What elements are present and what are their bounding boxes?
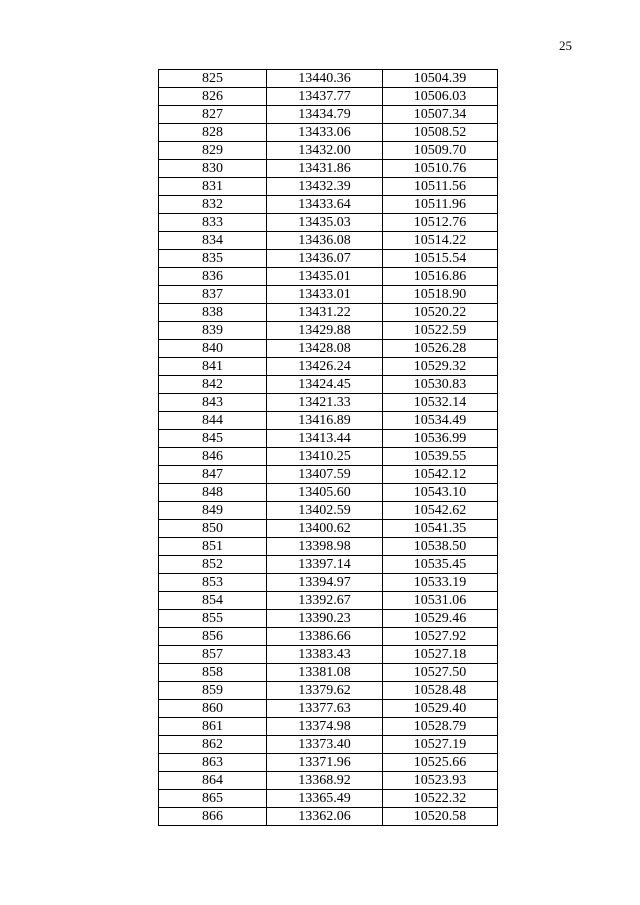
point-number-cell: 852 xyxy=(159,556,267,574)
y-coordinate-cell: 10533.19 xyxy=(383,574,498,592)
x-coordinate-cell: 13433.01 xyxy=(267,286,383,304)
x-coordinate-cell: 13392.67 xyxy=(267,592,383,610)
y-coordinate-cell: 10510.76 xyxy=(383,160,498,178)
y-coordinate-cell: 10527.50 xyxy=(383,664,498,682)
y-coordinate-cell: 10516.86 xyxy=(383,268,498,286)
table-row xyxy=(159,736,498,754)
x-coordinate-cell: 13407.59 xyxy=(267,466,383,484)
y-coordinate-cell: 10528.79 xyxy=(383,718,498,736)
x-coordinate-cell: 13428.08 xyxy=(267,340,383,358)
point-number-cell: 848 xyxy=(159,484,267,502)
table-row xyxy=(159,376,498,394)
table-row xyxy=(159,358,498,376)
table-row xyxy=(159,232,498,250)
y-coordinate-cell: 10529.40 xyxy=(383,700,498,718)
y-coordinate-cell: 10514.22 xyxy=(383,232,498,250)
y-coordinate-cell: 10523.93 xyxy=(383,772,498,790)
point-number-cell: 854 xyxy=(159,592,267,610)
x-coordinate-cell: 13394.97 xyxy=(267,574,383,592)
x-coordinate-cell: 13371.96 xyxy=(267,754,383,772)
x-coordinate-cell: 13433.06 xyxy=(267,124,383,142)
table-row xyxy=(159,214,498,232)
x-coordinate-cell: 13405.60 xyxy=(267,484,383,502)
y-coordinate-cell: 10542.12 xyxy=(383,466,498,484)
x-coordinate-cell: 13413.44 xyxy=(267,430,383,448)
y-coordinate-cell: 10535.45 xyxy=(383,556,498,574)
x-coordinate-cell: 13365.49 xyxy=(267,790,383,808)
y-coordinate-cell: 10509.70 xyxy=(383,142,498,160)
point-number-cell: 836 xyxy=(159,268,267,286)
table-row xyxy=(159,772,498,790)
x-coordinate-cell: 13432.39 xyxy=(267,178,383,196)
x-coordinate-cell: 13433.64 xyxy=(267,196,383,214)
table-row xyxy=(159,178,498,196)
y-coordinate-cell: 10531.06 xyxy=(383,592,498,610)
point-number-cell: 849 xyxy=(159,502,267,520)
table-row xyxy=(159,268,498,286)
point-number-cell: 850 xyxy=(159,520,267,538)
x-coordinate-cell: 13436.08 xyxy=(267,232,383,250)
x-coordinate-cell: 13362.06 xyxy=(267,808,383,826)
y-coordinate-cell: 10527.92 xyxy=(383,628,498,646)
y-coordinate-cell: 10520.22 xyxy=(383,304,498,322)
table-row xyxy=(159,88,498,106)
x-coordinate-cell: 13421.33 xyxy=(267,394,383,412)
y-coordinate-cell: 10526.28 xyxy=(383,340,498,358)
y-coordinate-cell: 10541.35 xyxy=(383,520,498,538)
y-coordinate-cell: 10542.62 xyxy=(383,502,498,520)
y-coordinate-cell: 10536.99 xyxy=(383,430,498,448)
table-row xyxy=(159,304,498,322)
y-coordinate-cell: 10534.49 xyxy=(383,412,498,430)
point-number-cell: 866 xyxy=(159,808,267,826)
y-coordinate-cell: 10527.19 xyxy=(383,736,498,754)
y-coordinate-cell: 10529.32 xyxy=(383,358,498,376)
x-coordinate-cell: 13410.25 xyxy=(267,448,383,466)
y-coordinate-cell: 10539.55 xyxy=(383,448,498,466)
point-number-cell: 832 xyxy=(159,196,267,214)
point-number-cell: 825 xyxy=(159,70,267,88)
y-coordinate-cell: 10538.50 xyxy=(383,538,498,556)
y-coordinate-cell: 10529.46 xyxy=(383,610,498,628)
x-coordinate-cell: 13431.86 xyxy=(267,160,383,178)
point-number-cell: 837 xyxy=(159,286,267,304)
table-row xyxy=(159,322,498,340)
point-number-cell: 863 xyxy=(159,754,267,772)
table-row xyxy=(159,196,498,214)
point-number-cell: 855 xyxy=(159,610,267,628)
table-row xyxy=(159,250,498,268)
point-number-cell: 842 xyxy=(159,376,267,394)
table-row xyxy=(159,646,498,664)
table-row xyxy=(159,574,498,592)
y-coordinate-cell: 10518.90 xyxy=(383,286,498,304)
table-row xyxy=(159,142,498,160)
table-row xyxy=(159,718,498,736)
x-coordinate-cell: 13416.89 xyxy=(267,412,383,430)
point-number-cell: 828 xyxy=(159,124,267,142)
y-coordinate-cell: 10512.76 xyxy=(383,214,498,232)
x-coordinate-cell: 13390.23 xyxy=(267,610,383,628)
table-row xyxy=(159,592,498,610)
point-number-cell: 857 xyxy=(159,646,267,664)
y-coordinate-cell: 10511.56 xyxy=(383,178,498,196)
point-number-cell: 835 xyxy=(159,250,267,268)
table-row xyxy=(159,484,498,502)
point-number-cell: 829 xyxy=(159,142,267,160)
x-coordinate-cell: 13432.00 xyxy=(267,142,383,160)
y-coordinate-cell: 10527.18 xyxy=(383,646,498,664)
y-coordinate-cell: 10515.54 xyxy=(383,250,498,268)
y-coordinate-cell: 10504.39 xyxy=(383,70,498,88)
point-number-cell: 830 xyxy=(159,160,267,178)
y-coordinate-cell: 10522.59 xyxy=(383,322,498,340)
x-coordinate-cell: 13402.59 xyxy=(267,502,383,520)
x-coordinate-cell: 13368.92 xyxy=(267,772,383,790)
point-number-cell: 865 xyxy=(159,790,267,808)
point-number-cell: 831 xyxy=(159,178,267,196)
table-row xyxy=(159,538,498,556)
table-row xyxy=(159,808,498,826)
y-coordinate-cell: 10543.10 xyxy=(383,484,498,502)
point-number-cell: 844 xyxy=(159,412,267,430)
point-number-cell: 856 xyxy=(159,628,267,646)
table-row xyxy=(159,340,498,358)
y-coordinate-cell: 10528.48 xyxy=(383,682,498,700)
point-number-cell: 859 xyxy=(159,682,267,700)
y-coordinate-cell: 10511.96 xyxy=(383,196,498,214)
x-coordinate-cell: 13435.03 xyxy=(267,214,383,232)
point-number-cell: 843 xyxy=(159,394,267,412)
x-coordinate-cell: 13434.79 xyxy=(267,106,383,124)
point-number-cell: 861 xyxy=(159,718,267,736)
page-number: 25 xyxy=(559,38,572,53)
y-coordinate-cell: 10507.34 xyxy=(383,106,498,124)
x-coordinate-cell: 13400.62 xyxy=(267,520,383,538)
point-number-cell: 827 xyxy=(159,106,267,124)
x-coordinate-cell: 13429.88 xyxy=(267,322,383,340)
y-coordinate-cell: 10525.66 xyxy=(383,754,498,772)
x-coordinate-cell: 13397.14 xyxy=(267,556,383,574)
x-coordinate-cell: 13424.45 xyxy=(267,376,383,394)
table-row xyxy=(159,448,498,466)
x-coordinate-cell: 13377.63 xyxy=(267,700,383,718)
coordinates-table xyxy=(158,69,498,826)
x-coordinate-cell: 13437.77 xyxy=(267,88,383,106)
y-coordinate-cell: 10522.32 xyxy=(383,790,498,808)
x-coordinate-cell: 13398.98 xyxy=(267,538,383,556)
x-coordinate-cell: 13431.22 xyxy=(267,304,383,322)
table-row xyxy=(159,520,498,538)
table-row xyxy=(159,106,498,124)
point-number-cell: 838 xyxy=(159,304,267,322)
table-row xyxy=(159,610,498,628)
table-row xyxy=(159,394,498,412)
point-number-cell: 851 xyxy=(159,538,267,556)
point-number-cell: 840 xyxy=(159,340,267,358)
table-row xyxy=(159,430,498,448)
point-number-cell: 834 xyxy=(159,232,267,250)
table-row xyxy=(159,790,498,808)
table-row xyxy=(159,160,498,178)
point-number-cell: 858 xyxy=(159,664,267,682)
point-number-cell: 853 xyxy=(159,574,267,592)
point-number-cell: 845 xyxy=(159,430,267,448)
table-row xyxy=(159,286,498,304)
point-number-cell: 864 xyxy=(159,772,267,790)
table-row xyxy=(159,466,498,484)
point-number-cell: 862 xyxy=(159,736,267,754)
point-number-cell: 841 xyxy=(159,358,267,376)
x-coordinate-cell: 13379.62 xyxy=(267,682,383,700)
table-row xyxy=(159,664,498,682)
table-row xyxy=(159,754,498,772)
y-coordinate-cell: 10532.14 xyxy=(383,394,498,412)
table-row xyxy=(159,556,498,574)
y-coordinate-cell: 10530.83 xyxy=(383,376,498,394)
y-coordinate-cell: 10520.58 xyxy=(383,808,498,826)
point-number-cell: 846 xyxy=(159,448,267,466)
x-coordinate-cell: 13373.40 xyxy=(267,736,383,754)
y-coordinate-cell: 10506.03 xyxy=(383,88,498,106)
table-row xyxy=(159,700,498,718)
table-row xyxy=(159,628,498,646)
table-row xyxy=(159,124,498,142)
x-coordinate-cell: 13426.24 xyxy=(267,358,383,376)
table-row xyxy=(159,70,498,88)
x-coordinate-cell: 13440.36 xyxy=(267,70,383,88)
point-number-cell: 860 xyxy=(159,700,267,718)
x-coordinate-cell: 13435.01 xyxy=(267,268,383,286)
table-row xyxy=(159,502,498,520)
point-number-cell: 826 xyxy=(159,88,267,106)
point-number-cell: 833 xyxy=(159,214,267,232)
x-coordinate-cell: 13436.07 xyxy=(267,250,383,268)
x-coordinate-cell: 13383.43 xyxy=(267,646,383,664)
y-coordinate-cell: 10508.52 xyxy=(383,124,498,142)
x-coordinate-cell: 13381.08 xyxy=(267,664,383,682)
coordinates-table-body xyxy=(159,70,498,826)
table-row xyxy=(159,412,498,430)
table-row xyxy=(159,682,498,700)
point-number-cell: 839 xyxy=(159,322,267,340)
point-number-cell: 847 xyxy=(159,466,267,484)
x-coordinate-cell: 13374.98 xyxy=(267,718,383,736)
x-coordinate-cell: 13386.66 xyxy=(267,628,383,646)
